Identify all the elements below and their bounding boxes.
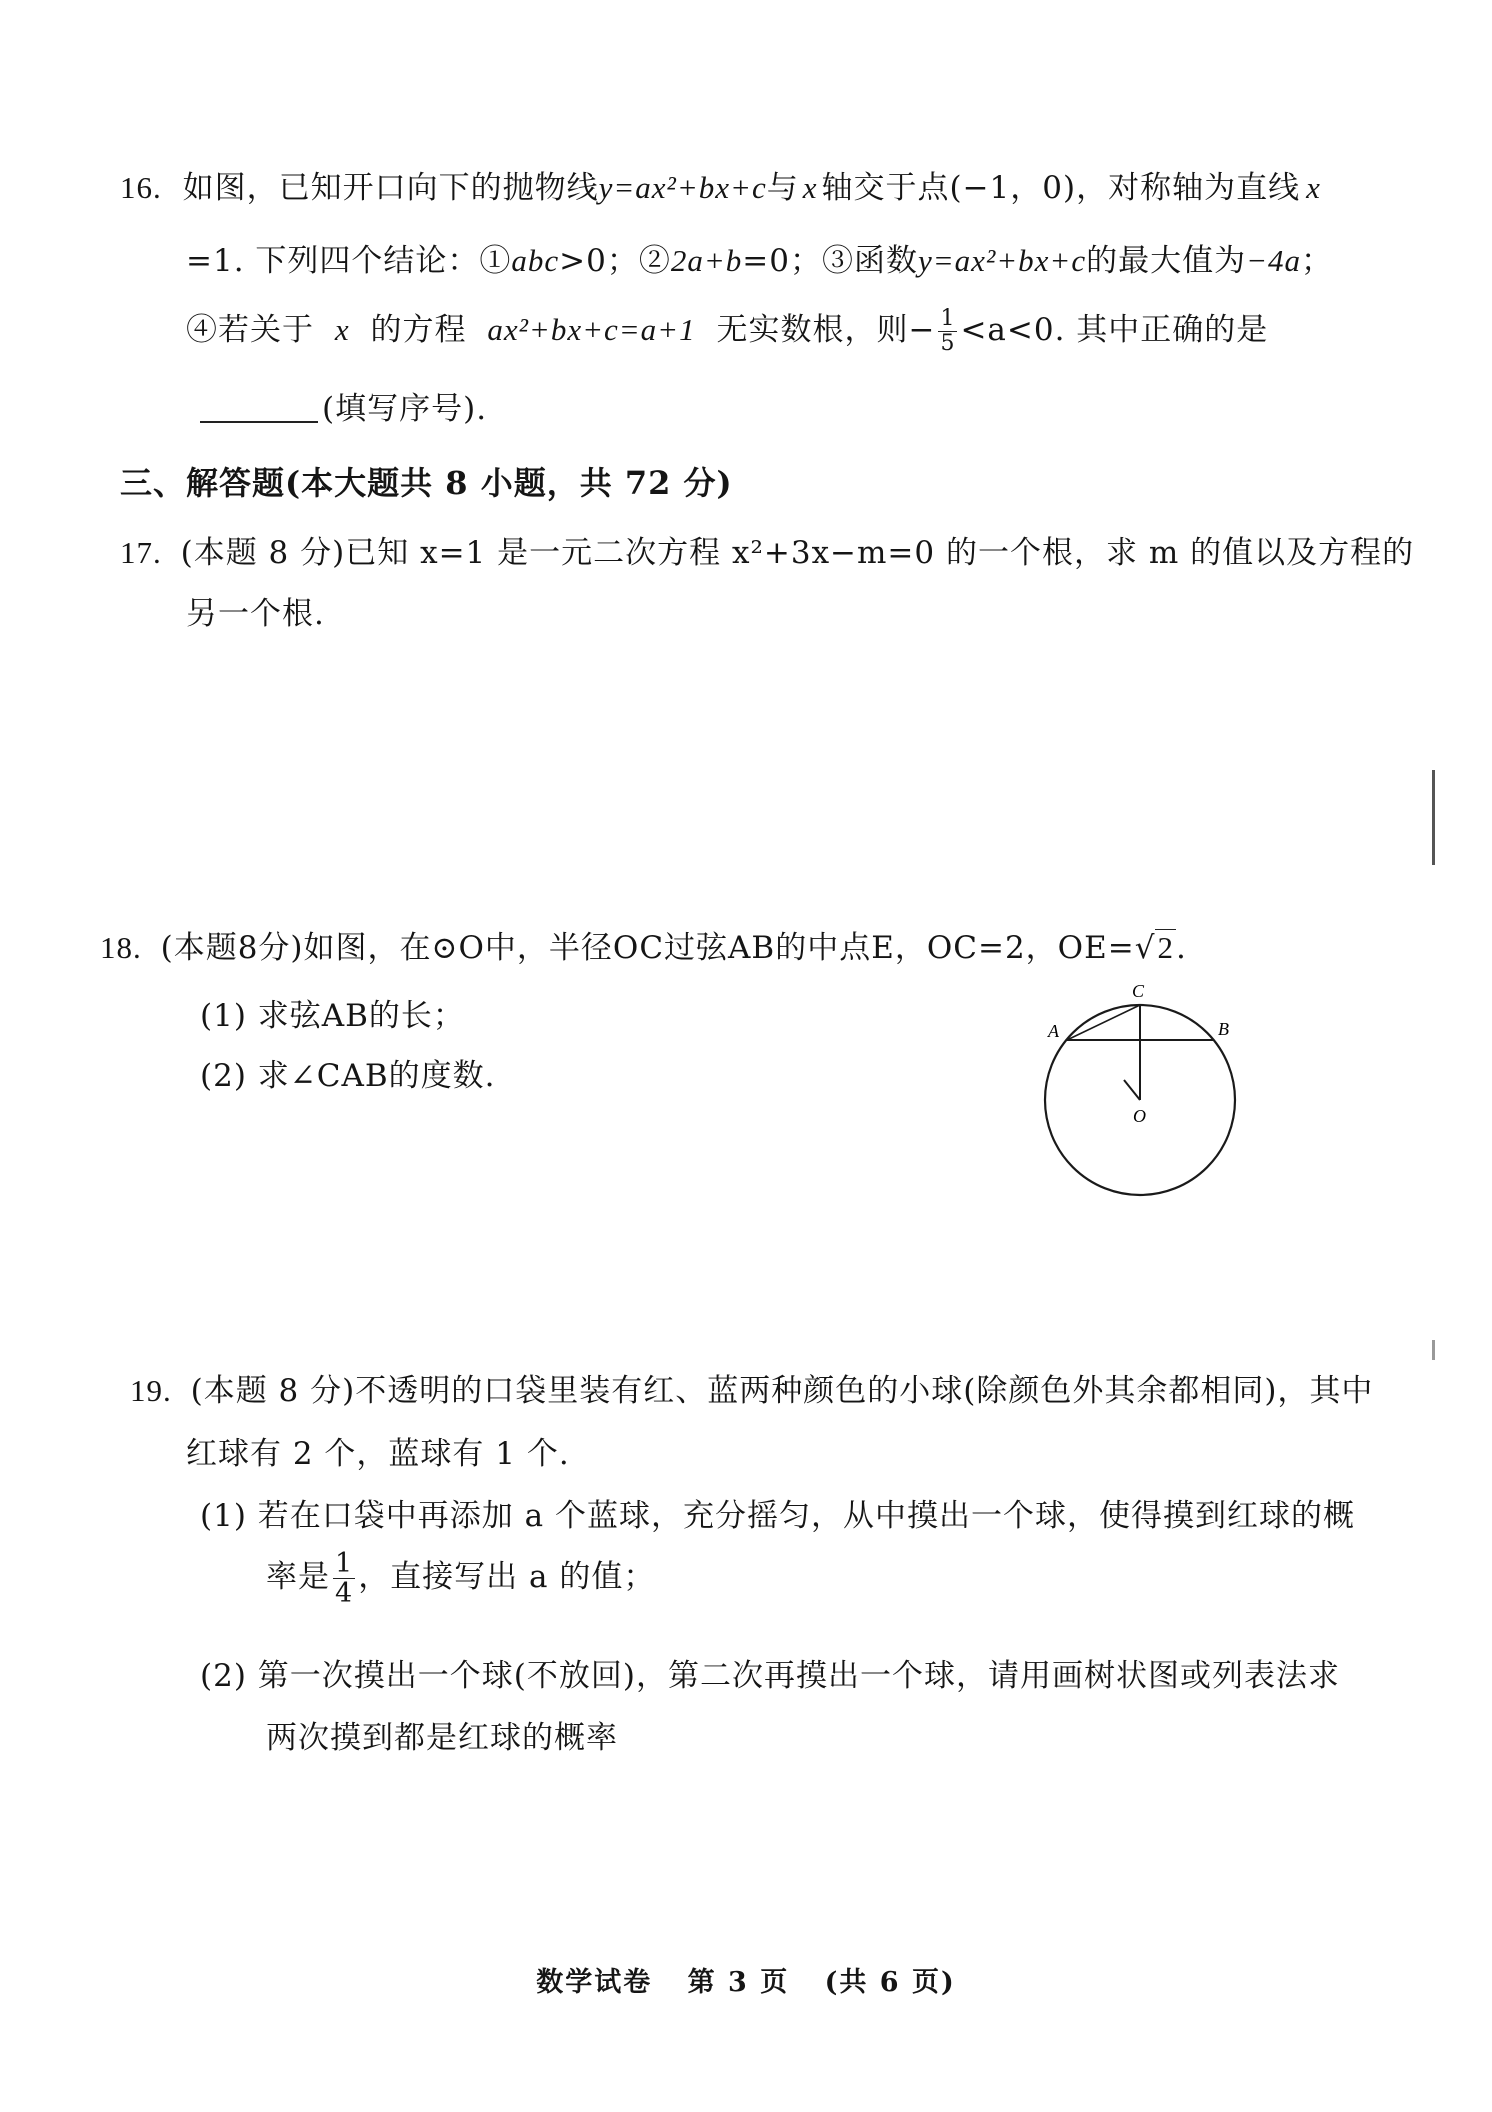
sqrt-expression: √2 xyxy=(1134,930,1174,966)
q16-variable: x xyxy=(1306,170,1321,205)
q17-line2: 另一个根. xyxy=(186,596,325,632)
q16-text: 如图，已知开口向下的抛物线 xyxy=(182,170,599,206)
q16-equation: 2a+b xyxy=(670,243,743,278)
edge-mark xyxy=(1432,770,1435,865)
sqrt-radicand: 2 xyxy=(1157,930,1174,965)
q19-text: 率是 xyxy=(266,1559,330,1595)
q18-text: (本题8分)如图，在⊙O中，半径OC过弦AB的中点E，OC=2，OE= xyxy=(160,930,1135,966)
fraction-numerator: 1 xyxy=(335,1548,354,1579)
q16-text: ④若关于 xyxy=(186,312,314,348)
q16-equation: y=ax²+bx+c xyxy=(918,243,1087,278)
q18-circle-figure xyxy=(1020,975,1260,1205)
q16-line2 xyxy=(186,235,1333,280)
label-c: C xyxy=(1132,981,1145,1001)
q16-text: ； xyxy=(1301,243,1334,279)
fraction-denominator: 5 xyxy=(940,331,956,356)
label-o: O xyxy=(1133,1106,1146,1126)
q16-fraction xyxy=(938,308,957,355)
q19-fraction xyxy=(333,1550,355,1607)
q19-number: 19. xyxy=(130,1373,172,1408)
q16-variable: abc xyxy=(511,243,560,278)
q19-text: ，直接写出 a 的值； xyxy=(358,1559,656,1595)
q19-part1-line1: (1) 若在口袋中再添加 a 个蓝球，充分摇匀，从中摸出一个球，使得摸到红球的概 xyxy=(200,1498,1355,1534)
q17-text: (本题 8 分)已知 x=1 是一元二次方程 x²+3x−m=0 的一个根，求 m 的值以及方程的 xyxy=(180,535,1415,571)
fraction-numerator: 1 xyxy=(940,306,956,331)
q19-part1-line2 xyxy=(266,1550,655,1607)
footer-subject: 数学试卷 xyxy=(536,1967,653,1998)
label-b: B xyxy=(1218,1019,1229,1039)
segment-oa-stub xyxy=(1124,1080,1140,1100)
q16-line3 xyxy=(186,304,1268,355)
q18-part2: (2) 求∠CAB的度数. xyxy=(200,1058,496,1094)
page-footer xyxy=(0,1960,1492,1999)
q16-equation: ax²+bx+c=a+1 xyxy=(487,312,696,347)
q16-text: >0；② xyxy=(559,243,671,279)
q16-text: 轴交于点(−1，0)，对称轴为直线 xyxy=(821,170,1301,206)
q16-variable: x xyxy=(802,170,818,205)
q16-number: 16. xyxy=(120,170,162,205)
q16-variable: x xyxy=(334,312,350,347)
q16-line1 xyxy=(120,162,1321,207)
q16-text: =0；③函数 xyxy=(742,243,918,279)
label-a: A xyxy=(1048,1021,1059,1041)
edge-mark xyxy=(1432,1340,1435,1360)
q18-number: 18. xyxy=(100,930,142,965)
q18-part1: (1) 求弦AB的长； xyxy=(200,998,465,1034)
segment-ac xyxy=(1067,1005,1140,1040)
q18-text: . xyxy=(1175,930,1187,966)
q16-equation: −4a xyxy=(1246,243,1302,278)
q16-text: <a<0. 其中正确的是 xyxy=(960,312,1269,348)
q16-text: 与 xyxy=(766,170,799,206)
q16-text: 的方程 xyxy=(370,312,467,348)
fraction-denominator: 4 xyxy=(335,1578,354,1609)
q19-text: (本题 8 分)不透明的口袋里装有红、蓝两种颜色的小球(除颜色外其余都相同)，其中 xyxy=(190,1373,1374,1409)
q16-text: (填写序号). xyxy=(322,391,488,427)
q19-part2-line1: (2) 第一次摸出一个球(不放回)，第二次再摸出一个球，请用画树状图或列表法求 xyxy=(200,1658,1340,1694)
q19-part2-line2: 两次摸到都是红球的概率 xyxy=(266,1720,618,1756)
q16-line4 xyxy=(200,383,487,428)
q19-line2: 红球有 2 个，蓝球有 1 个. xyxy=(186,1436,570,1472)
q19-line1 xyxy=(130,1365,1373,1410)
q16-equation: y=ax²+bx+c xyxy=(598,170,767,205)
section-3-heading: 三、解答题(本大题共 8 小题，共 72 分) xyxy=(120,464,733,502)
footer-page: 第 3 页 xyxy=(687,1967,790,1998)
footer-total: (共 6 页) xyxy=(824,1967,956,1998)
q16-text: 无实数根，则− xyxy=(716,312,936,348)
q17-number: 17. xyxy=(120,535,162,570)
q16-text: =1. 下列四个结论：① xyxy=(186,243,512,279)
q18-line1 xyxy=(100,922,1187,967)
q17-line1 xyxy=(120,527,1414,572)
answer-blank[interactable] xyxy=(200,421,318,423)
q16-text: 的最大值为 xyxy=(1086,243,1247,279)
